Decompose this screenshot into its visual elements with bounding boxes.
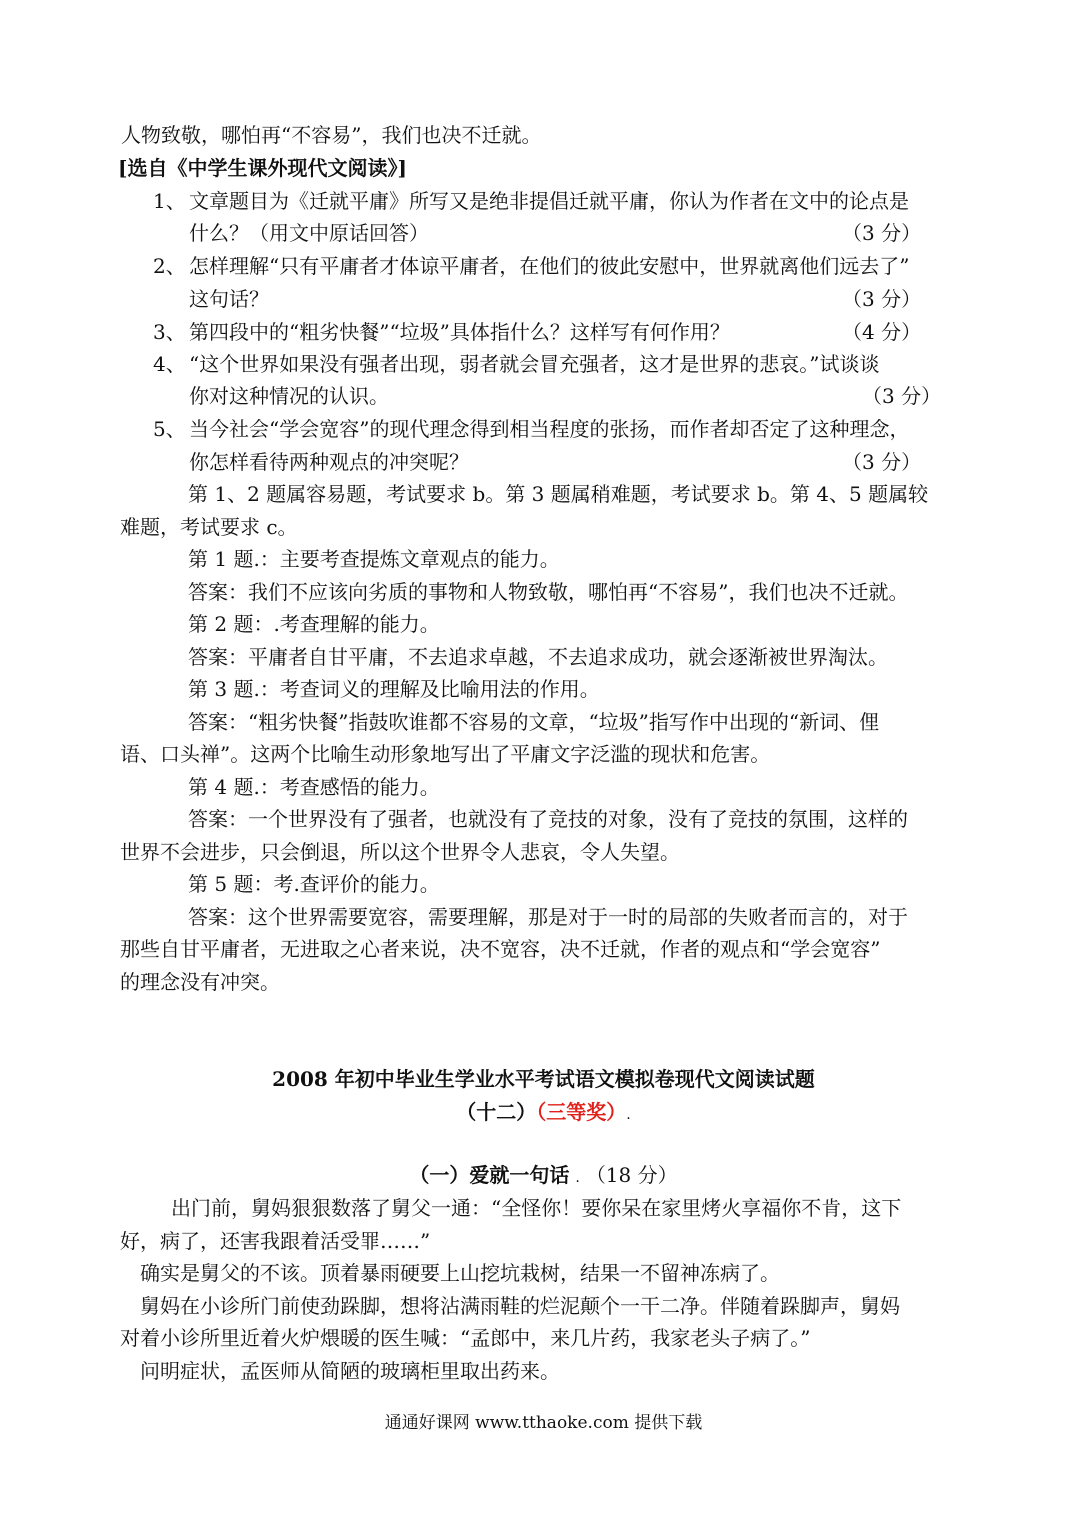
question-score: （4 分） bbox=[842, 320, 922, 344]
question-text: 你怎样看待两种观点的冲突呢？ bbox=[189, 450, 469, 474]
q1-answer: 答案：我们不应该向劣质的事物和人物致敬，哪怕再“不容易”，我们也决不迁就。 bbox=[188, 580, 909, 604]
q5-answer: 那些自甘平庸者，无进取之心者来说，决不宽容，决不迁就，作者的观点和“学会宽容” bbox=[120, 937, 881, 961]
question-text: 怎样理解“只有平庸者才体谅平庸者，在他们的彼此安慰中，世界就离他们远去了” bbox=[189, 254, 910, 278]
q5-analysis: 第 5 题：考.查评价的能力。 bbox=[188, 872, 440, 896]
section-title: （一）爱就一句话 bbox=[409, 1163, 570, 1187]
story-line: 出门前，舅妈狠狠数落了舅父一通：“全怪你！要你呆在家里烤火享福你不肯，这下 bbox=[171, 1196, 902, 1220]
question-number: 5、 bbox=[153, 417, 186, 441]
section-score: （18 分） bbox=[585, 1163, 678, 1187]
question-text: 这句话？ bbox=[189, 287, 269, 311]
q2-answer: 答案：平庸者自甘平庸，不去追求卓越，不去追求成功，就会逐渐被世界淘汰。 bbox=[188, 645, 888, 669]
source-citation: [选自《中学生课外现代文阅读》] bbox=[118, 156, 407, 180]
q3-analysis: 第 3 题.：考查词义的理解及比喻用法的作用。 bbox=[188, 677, 600, 701]
story-line: 确实是舅父的不该。顶着暴雨硬要上山挖坑栽树，结果一不留神冻病了。 bbox=[140, 1261, 780, 1285]
question-text: “这个世界如果没有强者出现，弱者就会冒充强者，这才是世界的悲哀。”试谈谈 bbox=[189, 352, 880, 376]
question-score: （3 分） bbox=[862, 384, 942, 408]
section-mark: . bbox=[575, 1170, 580, 1186]
question-score: （3 分） bbox=[842, 221, 922, 245]
difficulty-note: 难题，考试要求 c。 bbox=[120, 515, 298, 539]
story-line: 问明症状，孟医师从简陋的玻璃柜里取出药来。 bbox=[140, 1359, 560, 1383]
page-footer: 通通好课网 www.tthaoke.com 提供下载 bbox=[384, 1413, 703, 1433]
award-mark: . bbox=[626, 1107, 631, 1123]
question-number: 4、 bbox=[153, 352, 186, 376]
question-text: 文章题目为《迁就平庸》所写又是绝非提倡迁就平庸，你认为作者在文中的论点是 bbox=[189, 189, 909, 213]
story-line: 好，病了，还害我跟着活受罪……” bbox=[120, 1229, 431, 1253]
continuation-line: 人物致敬，哪怕再“不容易”，我们也决不迁就。 bbox=[121, 123, 542, 147]
exam-number: （十二） bbox=[456, 1100, 537, 1124]
q2-analysis: 第 2 题：.考查理解的能力。 bbox=[188, 612, 440, 636]
q4-answer: 答案：一个世界没有了强者，也就没有了竞技的对象，没有了竞技的氛围，这样的 bbox=[188, 807, 908, 831]
question-number: 1、 bbox=[153, 189, 186, 213]
q5-answer: 答案：这个世界需要宽容，需要理解，那是对于一时的局部的失败者而言的，对于 bbox=[188, 905, 908, 929]
difficulty-note: 第 1、2 题属容易题，考试要求 b。第 3 题属稍难题，考试要求 b。第 4、5 题属较 bbox=[188, 482, 929, 506]
question-text: 第四段中的“粗劣快餐”“垃圾”具体指什么？这样写有何作用？ bbox=[189, 320, 730, 344]
q4-answer: 世界不会进步，只会倒退，所以这个世界令人悲哀，令人失望。 bbox=[120, 840, 680, 864]
question-text: 你对这种情况的认识。 bbox=[189, 384, 389, 408]
question-score: （3 分） bbox=[842, 450, 922, 474]
exam-subtitle bbox=[0, 1099, 1087, 1128]
question-number: 3、 bbox=[153, 320, 186, 344]
q3-answer: 答案：“粗劣快餐”指鼓吹谁都不容易的文章，“垃圾”指写作中出现的“新词、俚 bbox=[188, 710, 880, 734]
q4-analysis: 第 4 题.：考查感悟的能力。 bbox=[188, 775, 440, 799]
exam-title: 2008 年初中毕业生学业水平考试语文模拟卷现代文阅读试题 bbox=[272, 1067, 815, 1091]
story-line: 舅妈在小诊所门前使劲跺脚，想将沾满雨鞋的烂泥颠个一干二净。伴随着跺脚声，舅妈 bbox=[140, 1294, 900, 1318]
story-line: 对着小诊所里近着火炉煨暖的医生喊：“孟郎中，来几片药，我家老头子病了。” bbox=[120, 1326, 811, 1350]
question-number: 2、 bbox=[153, 254, 186, 278]
q5-answer: 的理念没有冲突。 bbox=[120, 970, 280, 994]
q3-answer: 语、口头禅”。这两个比喻生动形象地写出了平庸文字泛滥的现状和危害。 bbox=[120, 742, 771, 766]
award-label: （三等奖） bbox=[536, 1100, 627, 1124]
question-text: 当今社会“学会宽容”的现代理念得到相当程度的张扬，而作者却否定了这种理念， bbox=[189, 417, 910, 441]
q1-analysis: 第 1 题.：主要考查提炼文章观点的能力。 bbox=[188, 547, 560, 571]
question-score: （3 分） bbox=[842, 287, 922, 311]
section-heading bbox=[0, 1162, 1087, 1191]
question-text: 什么？（用文中原话回答） bbox=[189, 221, 429, 245]
